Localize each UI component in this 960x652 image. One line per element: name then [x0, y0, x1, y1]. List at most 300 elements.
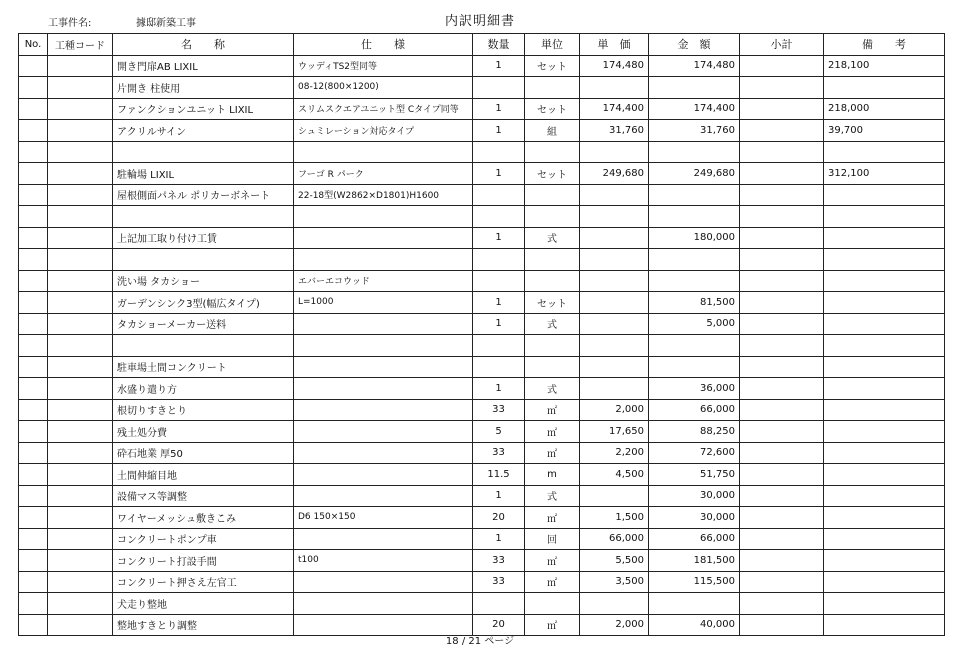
cell-amount: 66,000: [649, 528, 740, 550]
cell-unit: 式: [525, 485, 580, 507]
cell-name: 駐車場土間コンクリート: [113, 356, 294, 378]
cell-no: [19, 593, 48, 615]
cell-no: [19, 399, 48, 421]
cell-spec: [294, 206, 473, 228]
cell-name: 設備マス等調整: [113, 485, 294, 507]
cell-code: [48, 442, 113, 464]
cell-name: 洗い場 タカショー: [113, 270, 294, 292]
cell-qty: 1: [473, 55, 525, 77]
cell-price: 1,500: [580, 507, 649, 529]
cell-unit: 式: [525, 313, 580, 335]
cell-no: [19, 120, 48, 142]
table-row: [19, 571, 945, 593]
header-row: [19, 34, 945, 56]
cell-amount: 36,000: [649, 378, 740, 400]
cell-spec: t100: [294, 550, 473, 572]
cell-no: [19, 442, 48, 464]
cell-amount: 249,680: [649, 163, 740, 185]
cell-price: 2,200: [580, 442, 649, 464]
cell-price: 31,760: [580, 120, 649, 142]
cell-spec: 08-12(800×1200): [294, 77, 473, 99]
cell-amount: 30,000: [649, 485, 740, 507]
cell-remarks: [824, 141, 945, 163]
cell-code: [48, 593, 113, 615]
cell-amount: 174,480: [649, 55, 740, 77]
cell-code: [48, 163, 113, 185]
cell-qty: [473, 141, 525, 163]
cell-amount: [649, 249, 740, 271]
cell-unit: [525, 335, 580, 357]
cell-price: [580, 141, 649, 163]
cell-name: アクリルサイン: [113, 120, 294, 142]
cell-remarks: [824, 571, 945, 593]
cell-qty: [473, 335, 525, 357]
cell-unit: [525, 77, 580, 99]
cell-price: 66,000: [580, 528, 649, 550]
cell-spec: スリムスクエアユニット型 Cタイプ同等: [294, 98, 473, 120]
cell-code: [48, 206, 113, 228]
cell-price: [580, 292, 649, 314]
cell-amount: 40,000: [649, 614, 740, 636]
cell-no: [19, 550, 48, 572]
cell-unit: ㎡: [525, 507, 580, 529]
cell-subtotal: [740, 98, 824, 120]
cell-subtotal: [740, 421, 824, 443]
cell-remarks: 218,100: [824, 55, 945, 77]
cell-remarks: 312,100: [824, 163, 945, 185]
cell-unit: [525, 206, 580, 228]
cell-subtotal: [740, 249, 824, 271]
table-row: [19, 378, 945, 400]
cell-amount: 30,000: [649, 507, 740, 529]
cell-name: ワイヤーメッシュ敷きこみ: [113, 507, 294, 529]
cell-unit: 回: [525, 528, 580, 550]
cell-spec: ウッディTS2型同等: [294, 55, 473, 77]
cell-amount: 81,500: [649, 292, 740, 314]
cell-remarks: [824, 313, 945, 335]
cell-amount: 115,500: [649, 571, 740, 593]
table-row: [19, 399, 945, 421]
cell-qty: 20: [473, 614, 525, 636]
cell-qty: 1: [473, 227, 525, 249]
cell-subtotal: [740, 485, 824, 507]
cell-remarks: [824, 485, 945, 507]
cell-price: [580, 206, 649, 228]
cell-name: 犬走り整地: [113, 593, 294, 615]
cell-code: [48, 464, 113, 486]
cell-price: [580, 356, 649, 378]
cell-name: コンクリート押さえ左官工: [113, 571, 294, 593]
cell-spec: [294, 399, 473, 421]
cell-spec: [294, 421, 473, 443]
table-row: [19, 77, 945, 99]
cell-spec: [294, 593, 473, 615]
cell-subtotal: [740, 464, 824, 486]
table-row: [19, 356, 945, 378]
cell-code: [48, 141, 113, 163]
cell-code: [48, 378, 113, 400]
cell-remarks: [824, 399, 945, 421]
cell-code: [48, 485, 113, 507]
cell-remarks: [824, 528, 945, 550]
cell-remarks: [824, 77, 945, 99]
cell-name: 土間伸縮目地: [113, 464, 294, 486]
table-row: [19, 528, 945, 550]
cell-remarks: [824, 421, 945, 443]
cell-name: タカショーメーカー送料: [113, 313, 294, 335]
cell-amount: 180,000: [649, 227, 740, 249]
col-code-header: 工種コード: [48, 34, 113, 56]
cell-code: [48, 421, 113, 443]
cell-qty: 33: [473, 442, 525, 464]
cell-no: [19, 464, 48, 486]
cell-price: [580, 593, 649, 615]
cell-subtotal: [740, 141, 824, 163]
table-row: [19, 507, 945, 529]
cell-unit: [525, 593, 580, 615]
cell-no: [19, 98, 48, 120]
cell-qty: 1: [473, 98, 525, 120]
cell-qty: [473, 270, 525, 292]
cell-unit: 式: [525, 378, 580, 400]
cell-unit: セット: [525, 292, 580, 314]
cell-qty: [473, 249, 525, 271]
cell-unit: [525, 141, 580, 163]
table-row: [19, 184, 945, 206]
cell-spec: [294, 313, 473, 335]
cell-price: [580, 335, 649, 357]
cell-remarks: [824, 550, 945, 572]
cell-code: [48, 249, 113, 271]
cell-amount: 31,760: [649, 120, 740, 142]
cell-price: 174,400: [580, 98, 649, 120]
cell-spec: [294, 141, 473, 163]
cell-subtotal: [740, 528, 824, 550]
cell-no: [19, 77, 48, 99]
cell-no: [19, 249, 48, 271]
cell-name: コンクリートポンプ車: [113, 528, 294, 550]
cell-qty: [473, 206, 525, 228]
cell-code: [48, 270, 113, 292]
cell-price: 174,480: [580, 55, 649, 77]
cell-subtotal: [740, 163, 824, 185]
cell-remarks: [824, 378, 945, 400]
table-row: [19, 464, 945, 486]
table-row: [19, 141, 945, 163]
cell-price: [580, 313, 649, 335]
cell-remarks: 218,000: [824, 98, 945, 120]
cell-qty: 11.5: [473, 464, 525, 486]
cell-unit: ㎡: [525, 421, 580, 443]
cell-qty: 33: [473, 399, 525, 421]
cell-no: [19, 421, 48, 443]
cell-remarks: [824, 270, 945, 292]
cell-name: [113, 141, 294, 163]
col-qty-header: 数量: [473, 34, 525, 56]
cell-amount: [649, 270, 740, 292]
cell-code: [48, 55, 113, 77]
cell-unit: セット: [525, 98, 580, 120]
cell-remarks: [824, 206, 945, 228]
cell-spec: [294, 442, 473, 464]
cell-price: [580, 249, 649, 271]
cell-qty: 20: [473, 507, 525, 529]
cell-amount: [649, 335, 740, 357]
cell-spec: [294, 335, 473, 357]
table-row: [19, 593, 945, 615]
cell-unit: ㎡: [525, 571, 580, 593]
cell-price: 17,650: [580, 421, 649, 443]
cell-remarks: [824, 507, 945, 529]
cell-amount: [649, 184, 740, 206]
cell-remarks: [824, 227, 945, 249]
cell-code: [48, 313, 113, 335]
cell-no: [19, 206, 48, 228]
cell-spec: [294, 528, 473, 550]
table-row: [19, 292, 945, 314]
cell-remarks: [824, 593, 945, 615]
cell-code: [48, 399, 113, 421]
cell-spec: [294, 227, 473, 249]
cell-price: [580, 270, 649, 292]
cell-spec: L=1000: [294, 292, 473, 314]
table-row: [19, 163, 945, 185]
cell-unit: 組: [525, 120, 580, 142]
page-number: 18 / 21 ページ: [445, 636, 515, 647]
table-row: [19, 421, 945, 443]
cell-name: [113, 206, 294, 228]
cell-subtotal: [740, 184, 824, 206]
cell-subtotal: [740, 292, 824, 314]
cell-qty: 1: [473, 163, 525, 185]
cell-qty: [473, 593, 525, 615]
cell-name: コンクリート打設手間: [113, 550, 294, 572]
cell-subtotal: [740, 77, 824, 99]
col-spec-header: 仕 様: [294, 34, 473, 56]
cell-spec: エバーエコウッド: [294, 270, 473, 292]
cell-remarks: [824, 335, 945, 357]
cell-price: 249,680: [580, 163, 649, 185]
cell-spec: [294, 485, 473, 507]
table-row: [19, 313, 945, 335]
document-title: 内訳明細書: [444, 14, 515, 29]
cell-no: [19, 292, 48, 314]
cell-name: 片開き 柱使用: [113, 77, 294, 99]
cell-remarks: 39,700: [824, 120, 945, 142]
cell-name: 屋根側面パネル ポリカーボネート: [113, 184, 294, 206]
cell-unit: ㎡: [525, 442, 580, 464]
col-amount-header: 金 額: [649, 34, 740, 56]
cell-name: 残土処分費: [113, 421, 294, 443]
table-row: [19, 550, 945, 572]
cell-amount: [649, 356, 740, 378]
col-remarks-header: 備 考: [824, 34, 945, 56]
col-subtotal-header: 小計: [740, 34, 824, 56]
cell-price: [580, 378, 649, 400]
cell-amount: 51,750: [649, 464, 740, 486]
cell-unit: セット: [525, 163, 580, 185]
cell-name: 水盛り遣り方: [113, 378, 294, 400]
cell-remarks: [824, 464, 945, 486]
cell-qty: 1: [473, 292, 525, 314]
cell-amount: 181,500: [649, 550, 740, 572]
cell-subtotal: [740, 550, 824, 572]
cell-code: [48, 507, 113, 529]
cell-unit: m: [525, 464, 580, 486]
cell-code: [48, 227, 113, 249]
cell-subtotal: [740, 227, 824, 249]
cell-no: [19, 485, 48, 507]
cell-name: 駐輪場 LIXIL: [113, 163, 294, 185]
col-price-header: 単 価: [580, 34, 649, 56]
col-unit-header: 単位: [525, 34, 580, 56]
cell-spec: [294, 571, 473, 593]
cell-qty: [473, 356, 525, 378]
cell-amount: 66,000: [649, 399, 740, 421]
cell-no: [19, 528, 48, 550]
cell-unit: ㎡: [525, 614, 580, 636]
table-body: [19, 55, 945, 636]
cell-amount: [649, 593, 740, 615]
cell-code: [48, 120, 113, 142]
cell-no: [19, 184, 48, 206]
cell-name: 根切りすきとり: [113, 399, 294, 421]
cell-code: [48, 356, 113, 378]
cell-qty: [473, 184, 525, 206]
cell-qty: 5: [473, 421, 525, 443]
cell-qty: 1: [473, 528, 525, 550]
cell-price: [580, 227, 649, 249]
cell-name: [113, 335, 294, 357]
table-row: [19, 227, 945, 249]
cell-spec: [294, 356, 473, 378]
cell-subtotal: [740, 55, 824, 77]
cell-spec: [294, 378, 473, 400]
col-no-header: No.: [19, 34, 48, 56]
table-row: [19, 55, 945, 77]
cell-no: [19, 335, 48, 357]
cell-subtotal: [740, 507, 824, 529]
cell-no: [19, 163, 48, 185]
cell-no: [19, 356, 48, 378]
cell-no: [19, 55, 48, 77]
cell-price: [580, 77, 649, 99]
cell-qty: 33: [473, 550, 525, 572]
cell-price: [580, 184, 649, 206]
cell-code: [48, 528, 113, 550]
cell-spec: 22-18型(W2862×D1801)H1600: [294, 184, 473, 206]
cell-price: 2,000: [580, 614, 649, 636]
cell-qty: 1: [473, 485, 525, 507]
cell-qty: 1: [473, 313, 525, 335]
cell-code: [48, 571, 113, 593]
table-row: [19, 270, 945, 292]
cell-subtotal: [740, 335, 824, 357]
cell-code: [48, 550, 113, 572]
cell-amount: 72,600: [649, 442, 740, 464]
cell-amount: 5,000: [649, 313, 740, 335]
cell-unit: セット: [525, 55, 580, 77]
cell-spec: フーゴ R パーク: [294, 163, 473, 185]
cell-code: [48, 77, 113, 99]
cell-subtotal: [740, 356, 824, 378]
cell-unit: ㎡: [525, 550, 580, 572]
table-row: [19, 206, 945, 228]
cell-qty: 33: [473, 571, 525, 593]
cell-no: [19, 378, 48, 400]
cell-name: 上記加工取り付け工賃: [113, 227, 294, 249]
cell-qty: [473, 77, 525, 99]
cell-price: 3,500: [580, 571, 649, 593]
cell-qty: 1: [473, 120, 525, 142]
cell-code: [48, 335, 113, 357]
cell-no: [19, 313, 48, 335]
cell-name: [113, 249, 294, 271]
cell-code: [48, 292, 113, 314]
cell-code: [48, 184, 113, 206]
cell-subtotal: [740, 593, 824, 615]
cell-amount: [649, 141, 740, 163]
cell-price: 4,500: [580, 464, 649, 486]
cell-spec: [294, 464, 473, 486]
cell-spec: シュミレーション対応タイプ: [294, 120, 473, 142]
cell-no: [19, 270, 48, 292]
cell-amount: 174,400: [649, 98, 740, 120]
cell-subtotal: [740, 399, 824, 421]
cell-price: 5,500: [580, 550, 649, 572]
cell-subtotal: [740, 442, 824, 464]
cell-amount: [649, 77, 740, 99]
cell-unit: [525, 184, 580, 206]
cell-subtotal: [740, 571, 824, 593]
cell-price: [580, 485, 649, 507]
cell-unit: 式: [525, 227, 580, 249]
cell-remarks: [824, 292, 945, 314]
cell-no: [19, 227, 48, 249]
project-name: 據邸新築工事: [136, 18, 196, 29]
cell-unit: ㎡: [525, 399, 580, 421]
cell-price: 2,000: [580, 399, 649, 421]
table-row: [19, 485, 945, 507]
cell-remarks: [824, 184, 945, 206]
cell-no: [19, 507, 48, 529]
cell-name: 開き門扉AB LIXIL: [113, 55, 294, 77]
cell-subtotal: [740, 313, 824, 335]
col-name-header: 名 称: [113, 34, 294, 56]
cell-remarks: [824, 249, 945, 271]
table-row: [19, 98, 945, 120]
cell-subtotal: [740, 120, 824, 142]
cell-unit: [525, 249, 580, 271]
cell-name: 整地すきとり調整: [113, 614, 294, 636]
cell-subtotal: [740, 378, 824, 400]
cell-spec: D6 150×150: [294, 507, 473, 529]
cell-subtotal: [740, 206, 824, 228]
table-row: [19, 120, 945, 142]
cell-qty: 1: [473, 378, 525, 400]
cell-no: [19, 571, 48, 593]
estimate-table: [18, 33, 945, 636]
cell-name: 砕石地業 厚50: [113, 442, 294, 464]
cell-code: [48, 98, 113, 120]
cell-spec: [294, 249, 473, 271]
cell-name: ガーデンシンク3型(幅広タイプ): [113, 292, 294, 314]
table-row: [19, 335, 945, 357]
cell-remarks: [824, 442, 945, 464]
cell-name: ファンクションユニット LIXIL: [113, 98, 294, 120]
cell-subtotal: [740, 270, 824, 292]
cell-amount: [649, 206, 740, 228]
